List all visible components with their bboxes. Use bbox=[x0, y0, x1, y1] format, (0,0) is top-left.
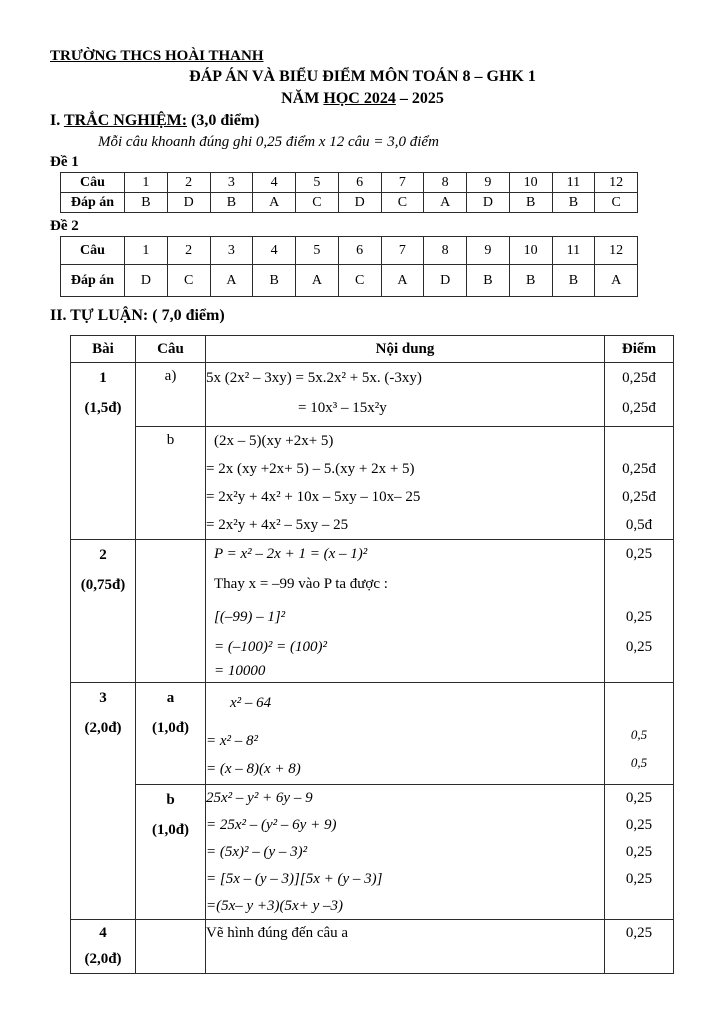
de1-a12: C bbox=[595, 193, 638, 213]
bai-number: 1 bbox=[99, 370, 107, 386]
de1-a7: C bbox=[381, 193, 424, 213]
de1-a10: B bbox=[509, 193, 552, 213]
bai-points: (2,0đ) bbox=[84, 720, 122, 736]
de2-q12: 12 bbox=[595, 237, 638, 265]
row-3a bbox=[71, 683, 674, 785]
de1-q2: 2 bbox=[167, 173, 210, 193]
point-value: 0,5 bbox=[630, 755, 648, 770]
de2-a11: B bbox=[552, 265, 595, 297]
de1-q9: 9 bbox=[467, 173, 510, 193]
solution-line: [(–99) – 1]² bbox=[214, 609, 286, 625]
year-underlined: HỌC 2024 bbox=[323, 90, 396, 107]
row-4 bbox=[71, 920, 674, 974]
scoring-table-header-row bbox=[71, 336, 674, 363]
solution-line: Thay x = –99 vào P ta được : bbox=[214, 576, 388, 592]
bai-4-cell bbox=[71, 920, 136, 974]
point-value: 0,25đ bbox=[622, 370, 656, 386]
bai-number: 4 bbox=[99, 925, 107, 941]
de2-row-header-dapan: Đáp án bbox=[61, 265, 125, 297]
bai-number: 3 bbox=[99, 690, 107, 706]
school-year-line bbox=[50, 88, 675, 110]
diem-4-cell bbox=[605, 920, 674, 974]
solution-line: = 2x²y + 4x² – 5xy – 25 bbox=[206, 517, 349, 533]
de1-q5: 5 bbox=[296, 173, 339, 193]
row-1a bbox=[71, 363, 674, 427]
de2-a1: D bbox=[125, 265, 168, 297]
bai-number: 2 bbox=[99, 547, 107, 563]
point-value: 0,25 bbox=[625, 609, 653, 625]
de2-a8: D bbox=[424, 265, 467, 297]
de2-q11: 11 bbox=[552, 237, 595, 265]
section-1-heading bbox=[50, 110, 675, 132]
section-2-heading: II. TỰ LUẬN: ( 7,0 điểm) bbox=[50, 307, 225, 324]
bai-points: (2,0đ) bbox=[84, 951, 122, 967]
de2-question-row bbox=[61, 237, 638, 265]
de1-q6: 6 bbox=[338, 173, 381, 193]
noidung-1a-cell bbox=[206, 363, 605, 427]
point-value: 0,25 bbox=[625, 925, 653, 941]
solution-line: x² – 64 bbox=[230, 695, 272, 711]
cau-label: b bbox=[166, 432, 175, 448]
noidung-4-cell bbox=[206, 920, 605, 974]
de1-a8: A bbox=[424, 193, 467, 213]
year-prefix: NĂM bbox=[281, 90, 324, 107]
de1-a1: B bbox=[125, 193, 168, 213]
section-1-number: I. bbox=[50, 112, 64, 129]
diem-3b-cell bbox=[605, 785, 674, 920]
de1-q3: 3 bbox=[210, 173, 253, 193]
de2-a5: A bbox=[296, 265, 339, 297]
bai-points: (1,5đ) bbox=[84, 400, 122, 416]
point-value: 0,25đ bbox=[622, 461, 656, 477]
de1-a11: B bbox=[552, 193, 595, 213]
de2-a9: B bbox=[467, 265, 510, 297]
de2-q8: 8 bbox=[424, 237, 467, 265]
point-value: 0,25 bbox=[625, 871, 653, 887]
solution-line: = 2x²y + 4x² + 10x – 5xy – 10x– 25 bbox=[206, 489, 421, 505]
de1-q4: 4 bbox=[253, 173, 296, 193]
de2-q1: 1 bbox=[125, 237, 168, 265]
answer-table-de-2 bbox=[60, 236, 638, 297]
de1-a4: A bbox=[253, 193, 296, 213]
de2-q9: 9 bbox=[467, 237, 510, 265]
school-name: TRƯỜNG THCS HOÀI THANH bbox=[50, 48, 264, 64]
point-spacer bbox=[605, 568, 673, 600]
de2-a6: C bbox=[338, 265, 381, 297]
de2-a10: B bbox=[509, 265, 552, 297]
de1-q7: 7 bbox=[381, 173, 424, 193]
de2-q7: 7 bbox=[381, 237, 424, 265]
year-suffix: – 2025 bbox=[395, 90, 444, 107]
point-value: 0,5đ bbox=[625, 517, 653, 533]
de2-a12: A bbox=[595, 265, 638, 297]
point-value: 0,25 bbox=[625, 817, 653, 833]
cau-label: a bbox=[166, 690, 175, 706]
de2-q5: 5 bbox=[296, 237, 339, 265]
bai-points: (0,75đ) bbox=[80, 577, 126, 593]
row-3b bbox=[71, 785, 674, 920]
de1-q12: 12 bbox=[595, 173, 638, 193]
de1-a5: C bbox=[296, 193, 339, 213]
cau-3b-cell bbox=[136, 785, 206, 920]
de1-a6: D bbox=[338, 193, 381, 213]
de2-row-header-cau: Câu bbox=[61, 237, 125, 265]
solution-line: = 10000 bbox=[214, 663, 266, 679]
answer-table-de-1 bbox=[60, 172, 638, 213]
bai-3-cell bbox=[71, 683, 136, 920]
point-value: 0,25 bbox=[625, 546, 653, 562]
section-1-title: TRẮC NGHIỆM: bbox=[63, 112, 188, 129]
de1-q1: 1 bbox=[125, 173, 168, 193]
de1-a9: D bbox=[467, 193, 510, 213]
solution-line: = 25x² – (y² – 6y + 9) bbox=[206, 817, 337, 833]
de1-a2: D bbox=[167, 193, 210, 213]
de1-q11: 11 bbox=[552, 173, 595, 193]
point-spacer bbox=[605, 427, 673, 455]
solution-line: = [5x – (y – 3)][5x + (y – 3)] bbox=[206, 871, 383, 887]
solution-line: = (5x)² – (y – 3)² bbox=[206, 844, 308, 860]
cau-points: (1,0đ) bbox=[151, 720, 190, 736]
de2-q6: 6 bbox=[338, 237, 381, 265]
point-value: 0,25 bbox=[625, 790, 653, 806]
cau-3a-cell bbox=[136, 683, 206, 785]
document-title: ĐÁP ÁN VÀ BIỂU ĐIỂM MÔN TOÁN 8 – GHK 1 bbox=[189, 68, 536, 85]
solution-line: =(5x– y +3)(5x+ y –3) bbox=[206, 898, 343, 914]
diem-1a-cell bbox=[605, 363, 674, 427]
cau-label: a) bbox=[164, 368, 177, 384]
solution-line: = (–100)² = (100)² bbox=[214, 639, 327, 655]
noidung-2-cell bbox=[206, 540, 605, 683]
solution-line: = (x – 8)(x + 8) bbox=[206, 761, 301, 777]
de2-a2: C bbox=[167, 265, 210, 297]
de2-a4: B bbox=[253, 265, 296, 297]
de1-q8: 8 bbox=[424, 173, 467, 193]
row-1b bbox=[71, 427, 674, 540]
cau-1a-cell bbox=[136, 363, 206, 427]
de2-a7: A bbox=[381, 265, 424, 297]
col-header-bai: Bài bbox=[71, 336, 136, 363]
de1-row-header-cau: Câu bbox=[61, 173, 125, 193]
de1-q10: 10 bbox=[509, 173, 552, 193]
cau-label: b bbox=[166, 792, 175, 808]
point-value: 0,25đ bbox=[622, 400, 656, 416]
point-spacer bbox=[605, 683, 673, 721]
noidung-1b-cell bbox=[206, 427, 605, 540]
section-1-points: (3,0 điểm) bbox=[187, 112, 260, 129]
col-header-cau: Câu bbox=[136, 336, 206, 363]
solution-line: 25x² – y² + 6y – 9 bbox=[206, 790, 313, 806]
point-value: 0,5 bbox=[630, 727, 648, 742]
noidung-3a-cell bbox=[206, 683, 605, 785]
solution-line: = 10x³ – 15x²y bbox=[298, 400, 387, 416]
solution-line: = 2x (xy +2x+ 5) – 5.(xy + 2x + 5) bbox=[206, 461, 415, 477]
de1-answer-row bbox=[61, 193, 638, 213]
noidung-3b-cell bbox=[206, 785, 605, 920]
de2-q3: 3 bbox=[210, 237, 253, 265]
solution-line: (2x – 5)(xy +2x+ 5) bbox=[214, 433, 334, 449]
diem-2-cell bbox=[605, 540, 674, 683]
diem-3a-cell bbox=[605, 683, 674, 785]
de-2-label: Đề 2 bbox=[50, 218, 79, 234]
scoring-table bbox=[70, 335, 674, 974]
solution-line: P = x² – 2x + 1 = (x – 1)² bbox=[214, 546, 368, 562]
point-value: 0,25đ bbox=[622, 489, 656, 505]
cau-2-cell bbox=[136, 540, 206, 683]
de2-q10: 10 bbox=[509, 237, 552, 265]
de1-a3: B bbox=[210, 193, 253, 213]
section-1-note: Mỗi câu khoanh đúng ghi 0,25 điểm x 12 câu = 3,0 điểm bbox=[98, 134, 439, 150]
de2-answer-row bbox=[61, 265, 638, 297]
de2-q4: 4 bbox=[253, 237, 296, 265]
solution-line: Vẽ hình đúng đến câu a bbox=[206, 925, 349, 941]
de2-a3: A bbox=[210, 265, 253, 297]
col-header-noidung: Nội dung bbox=[206, 336, 605, 363]
row-2 bbox=[71, 540, 674, 683]
de1-question-row bbox=[61, 173, 638, 193]
point-value: 0,25 bbox=[625, 639, 653, 655]
diem-1b-cell bbox=[605, 427, 674, 540]
de1-row-header-dapan: Đáp án bbox=[61, 193, 125, 213]
col-header-diem: Điểm bbox=[605, 336, 674, 363]
cau-1b-cell bbox=[136, 427, 206, 540]
bai-1-cell bbox=[71, 363, 136, 540]
de2-q2: 2 bbox=[167, 237, 210, 265]
bai-2-cell bbox=[71, 540, 136, 683]
solution-line: 5x (2x² – 3xy) = 5x.2x² + 5x. (-3xy) bbox=[206, 370, 422, 386]
de-1-label: Đề 1 bbox=[50, 154, 79, 170]
cau-points: (1,0đ) bbox=[151, 822, 190, 838]
cau-4-cell bbox=[136, 920, 206, 974]
point-value: 0,25 bbox=[625, 844, 653, 860]
solution-line: = x² – 8² bbox=[206, 733, 259, 749]
